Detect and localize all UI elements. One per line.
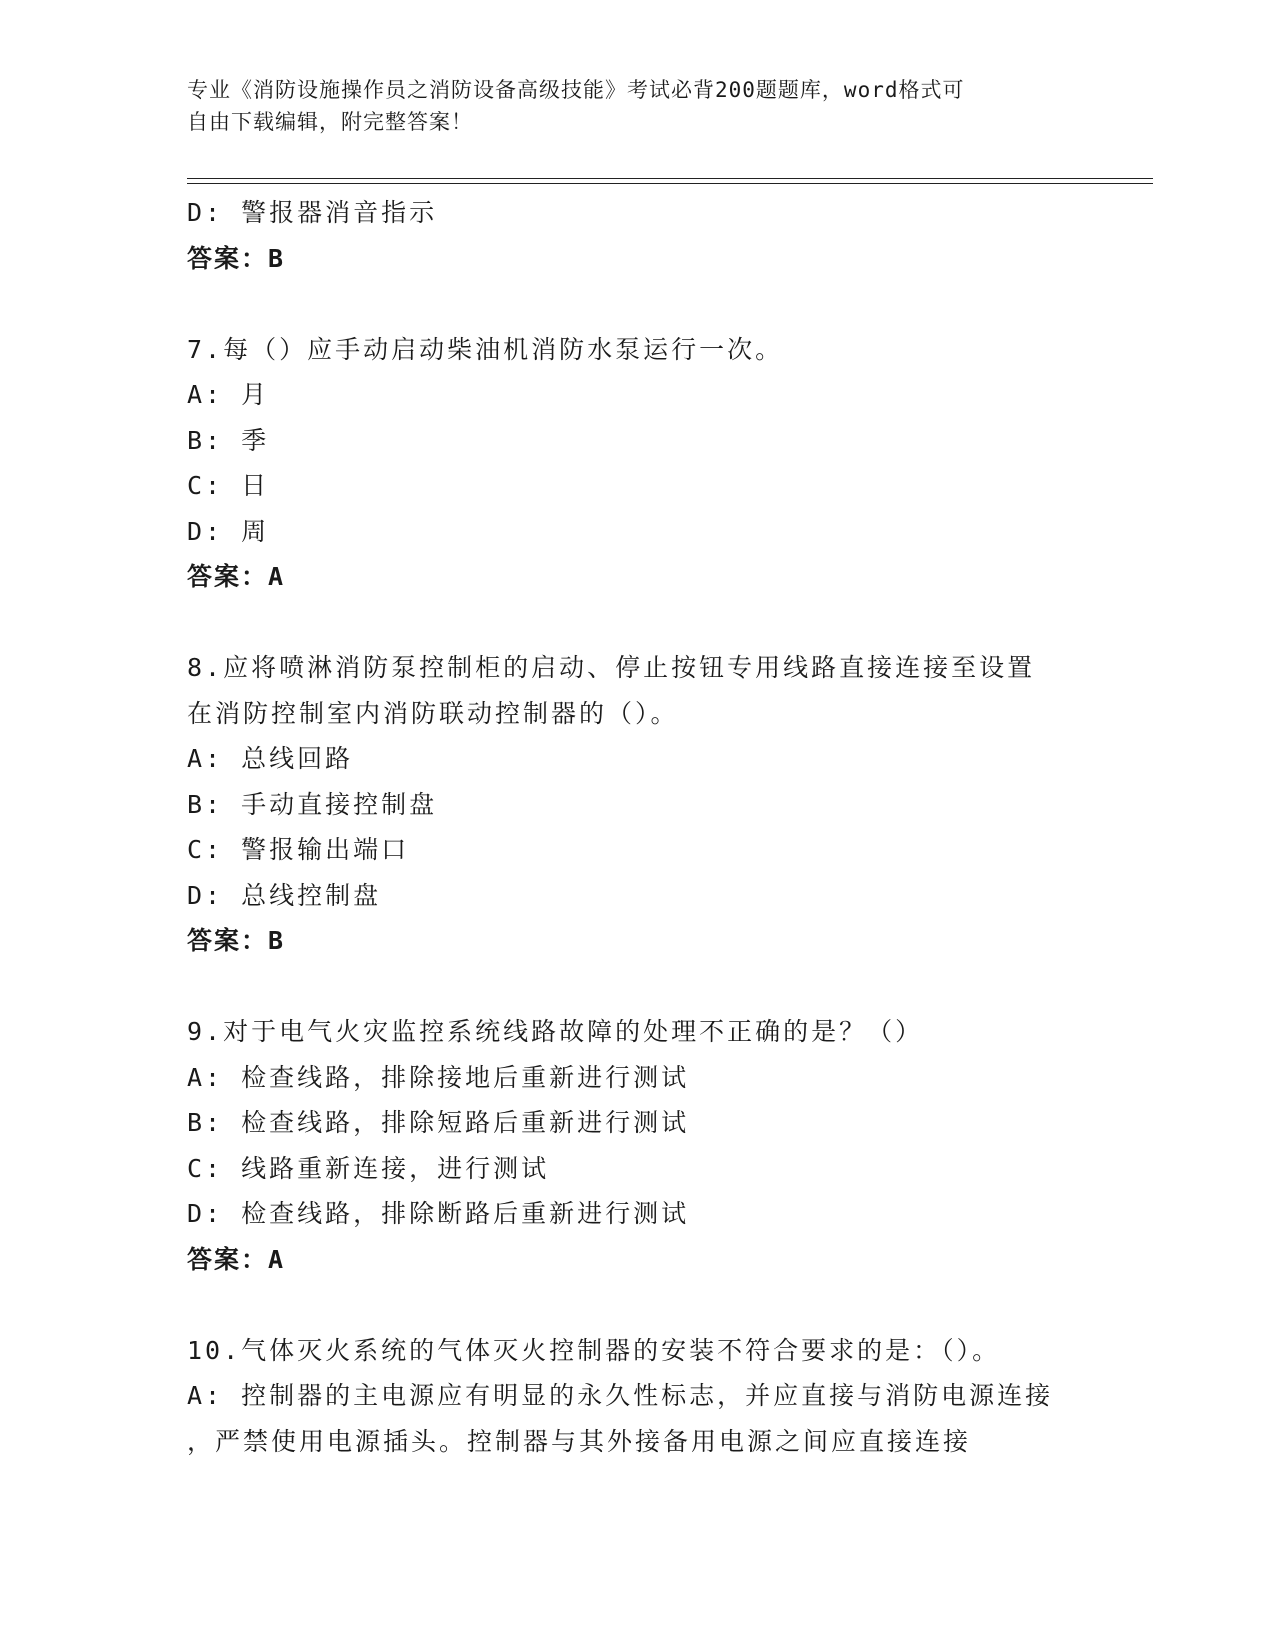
question-6-continued: [187, 190, 1087, 281]
question-10: [187, 1328, 1087, 1465]
option-a: A: 总线回路: [187, 744, 354, 773]
question-stem: 10.气体灭火系统的气体灭火控制器的安装不符合要求的是：（）。: [187, 1335, 1001, 1365]
option-c: C: 警报输出端口: [187, 835, 410, 864]
answer-line: 答案：A: [187, 1244, 286, 1274]
answer-line: 答案：B: [187, 926, 286, 955]
option-c: C: 日: [187, 471, 270, 500]
question-stem: 8.应将喷淋消防泵控制柜的启动、停止按钮专用线路直接连接至设置: [187, 653, 1036, 682]
question-stem: 9.对于电气火灾监控系统线路故障的处理不正确的是？（）: [187, 1017, 924, 1046]
option-d: D: 警报器消音指示: [187, 198, 438, 227]
header-title-line-2: 自由下载编辑，附完整答案！: [187, 110, 473, 134]
option-a-continued: ，严禁使用电源插头。控制器与其外接备用电源之间应直接连接: [187, 1426, 972, 1456]
option-a: A: 月: [187, 380, 270, 409]
option-a: A: 控制器的主电源应有明显的永久性标志，并应直接与消防电源连接: [187, 1381, 1054, 1410]
question-list: [187, 190, 1087, 1464]
answer-line: 答案：B: [187, 243, 286, 273]
spacer: [187, 1282, 1087, 1328]
header-divider-top: [187, 178, 1153, 179]
spacer: [187, 281, 1087, 327]
option-b: B: 季: [187, 425, 270, 455]
question-7: [187, 327, 1087, 600]
question-stem: 7.每（）应手动启动柴油机消防水泵运行一次。: [187, 334, 784, 364]
spacer: [187, 600, 1087, 646]
option-b: B: 手动直接控制盘: [187, 789, 438, 819]
question-8: [187, 645, 1087, 964]
header-title-line-1: 专业《消防设施操作员之消防设备高级技能》考试必背200题题库，word格式可: [187, 78, 965, 102]
option-d: D: 总线控制盘: [187, 880, 382, 910]
answer-line: 答案：A: [187, 562, 286, 591]
option-c: C: 线路重新连接，进行测试: [187, 1153, 550, 1183]
option-d: D: 检查线路，排除断路后重新进行测试: [187, 1199, 690, 1228]
document-header: [187, 74, 1087, 138]
option-d: D: 周: [187, 516, 270, 546]
spacer: [187, 964, 1087, 1010]
option-b: B: 检查线路，排除短路后重新进行测试: [187, 1108, 690, 1137]
option-a: A: 检查线路，排除接地后重新进行测试: [187, 1062, 690, 1092]
question-stem-continued: 在消防控制室内消防联动控制器的（）。: [187, 698, 679, 728]
question-9: [187, 1009, 1087, 1282]
header-divider-bottom: [187, 183, 1153, 184]
